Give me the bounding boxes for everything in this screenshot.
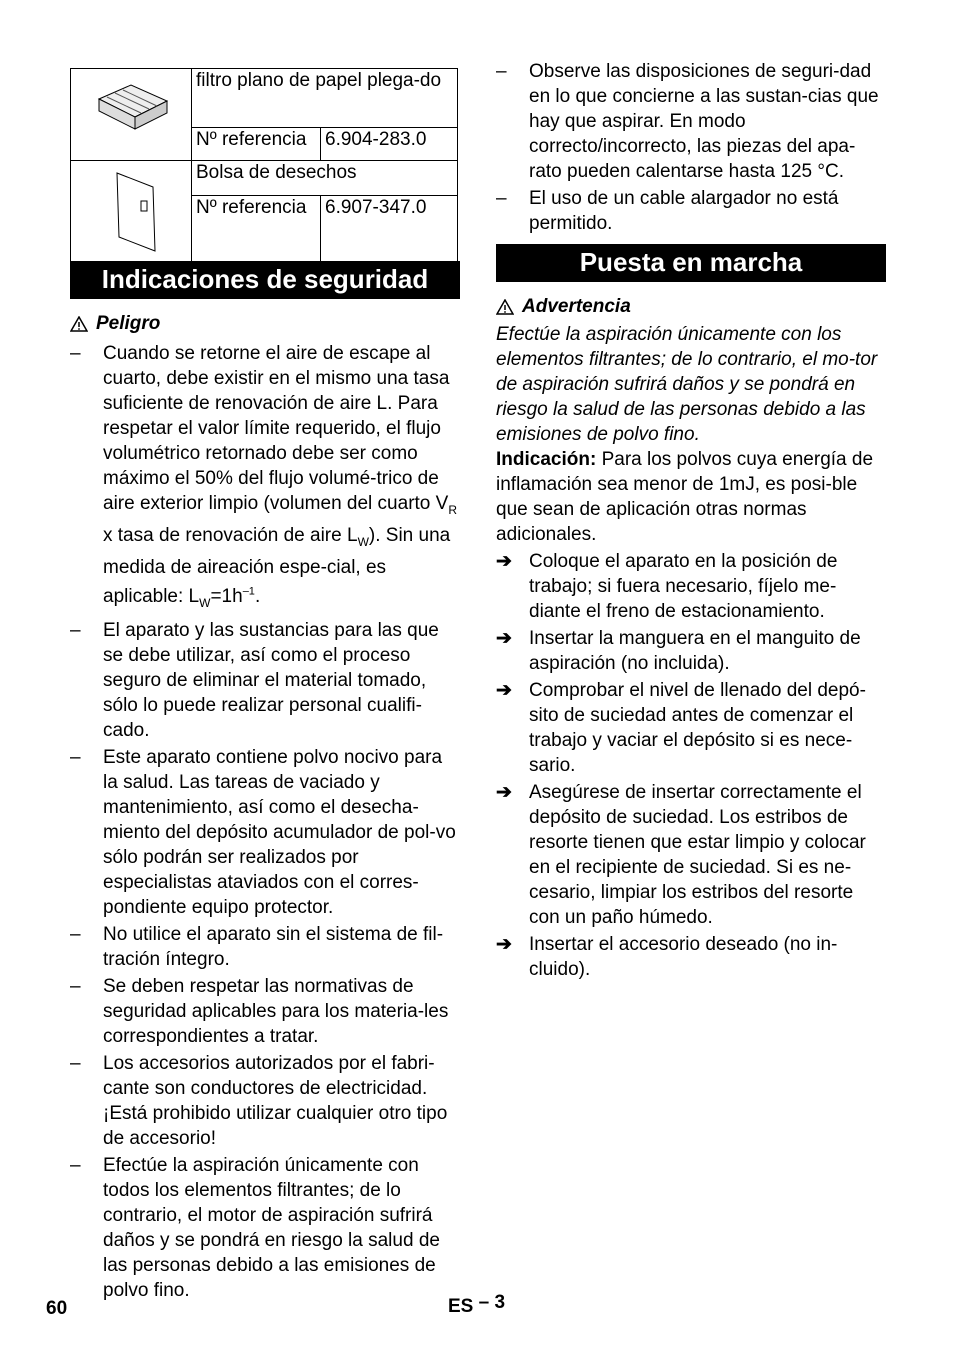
advertencia-warning	[496, 294, 886, 319]
list-item: – Los accesorios autorizados por el fabri-cante son conductores de electricidad. ¡Está prohibido utilizar cualquier otro tipo de accesorio!	[70, 1052, 448, 1149]
accessory-image-cell	[71, 161, 192, 269]
list-item: – Cuando se retorne el aire de escape al cuarto, debe existir en el mismo una tasa suficiente de renovación de aire L. Para respetar el valor límite requerido, el flujo volumétrico retornado debe ser como máximo el 50% del flujo volumé-trico de aire exterior limpio (volumen del cuarto $V_R$ x tasa de renovación de aire $L_W$). Sin una medida de aireación espe-cial, es aplicable: $L_W=1h^{-1}$.	[70, 343, 457, 610]
accessory-name: Bolsa de desechos	[192, 161, 458, 196]
step-item: ➔ Insertar el accesorio deseado (no in-cluido).	[496, 934, 838, 980]
startup-heading: Puesta en marcha	[496, 244, 886, 282]
arrow-icon: ➔	[496, 551, 512, 572]
note-text: Para los polvos cuya energía de inflamación sea menor de 1mJ, es posi-ble que sean de aplicación otras normas adicionales.	[496, 449, 874, 545]
flat-filter-icon	[71, 69, 191, 153]
advertencia-label: Advertencia	[522, 296, 631, 317]
list-item-text: Cuando se retorne el aire de escape al cuarto, debe existir en el mismo una tasa suficiente de renovación de aire L. Para respetar el valor límite requerido, el flujo volumétrico retornado debe ser como máximo el 50% del flujo volumé-trico de aire exterior limpio (volumen del cuarto $V_R$ x tasa de renovación de aire $L_W$). Sin una medida de aireación espe-cial, es aplicable: $L_W=1h^{-1}$.	[103, 343, 457, 610]
step-item: ➔ Asegúrese de insertar correctamente el depósito de suciedad. Los estribos de resorte tienen que estar limpio y colocar en el recipiente de suciedad. Si es ne-cesario, limpiar los estribos del resorte con un paño húmedo.	[496, 782, 866, 928]
list-item: – Observe las disposiciones de seguri-dad en lo que concierne a las sustan-cias que hay que aspirar. En modo correcto/incorrecto, las piezas del apa-rato pueden calentarse hasta 125 °C.	[496, 61, 879, 182]
step-item: ➔ Insertar la manguera en el manguito de aspiración (no incluida).	[496, 628, 861, 674]
ref-label: Nº referencia	[192, 128, 321, 161]
warning-triangle-icon	[496, 299, 514, 315]
danger-warning	[70, 311, 460, 336]
arrow-icon: ➔	[496, 934, 512, 955]
safety-heading: Indicaciones de seguridad	[70, 261, 460, 299]
ref-value: 6.904-283.0	[321, 128, 458, 161]
page-number: 60	[46, 1298, 68, 1319]
list-item: – Este aparato contiene polvo nocivo para la salud. Las tareas de vaciado y mantenimiento, así como el desecha-miento del depósito acumulador de pol-vo sólo podrán ser realizados por especialistas ataviados con el corres-pondiente equipo protector.	[70, 746, 456, 918]
danger-label: Peligro	[96, 313, 161, 334]
list-item: – Se deben respetar las normativas de seguridad aplicables para los materia-les correspondientes a tratar.	[70, 975, 449, 1047]
accessories-table	[70, 68, 458, 269]
accessory-name: filtro plano de papel plega-do	[192, 69, 458, 128]
arrow-icon: ➔	[496, 628, 512, 649]
startup-section	[496, 294, 886, 984]
ref-value: 6.907-347.0	[321, 196, 458, 269]
list-item: – El uso de un cable alargador no está permitido.	[496, 188, 839, 234]
arrow-icon: ➔	[496, 680, 512, 701]
step-item: ➔ Coloque el aparato en la posición de trabajo; si fuera necesario, fíjelo me-diante el freno de estacionamiento.	[496, 551, 838, 622]
arrow-icon: ➔	[496, 782, 512, 803]
list-item: – El aparato y las sustancias para las que se debe utilizar, así como el proceso seguro de eliminar el material tomado, sólo lo puede realizar personal cualifi-cado.	[70, 619, 439, 741]
safety-section	[70, 311, 460, 1305]
note-paragraph	[496, 447, 886, 547]
step-item: ➔ Comprobar el nivel de llenado del depó-sito de suciedad antes de comenzar el trabajo y vaciar el depósito si es nece-sario.	[496, 680, 866, 776]
warning-text: Efectúe la aspiración únicamente con los elementos filtrantes; de lo contrario, el mo-tor de aspiración sufrirá daños y se pondrá en riesgo la salud de las personas debido a las emisiones de polvo fino.	[496, 324, 878, 445]
waste-bag-icon	[71, 161, 191, 261]
section-number: – 3	[478, 1292, 506, 1313]
warning-triangle-icon	[70, 316, 88, 332]
list-item: – No utilice el aparato sin el sistema de fil-tración íntegro.	[70, 923, 444, 970]
lang-code: ES	[448, 1296, 474, 1317]
list-item: – Efectúe la aspiración únicamente con todos los elementos filtrantes; de lo contrario, el motor de aspiración sufrirá daños y se pondrá en riesgo la salud de las personas debido a las emisiones de polvo fino.	[70, 1154, 440, 1301]
ref-label: Nº referencia	[192, 196, 321, 269]
page-lang	[448, 1292, 506, 1318]
safety-section-continued	[496, 59, 886, 238]
accessory-image-cell	[71, 69, 192, 161]
note-label: Indicación:	[496, 449, 597, 470]
